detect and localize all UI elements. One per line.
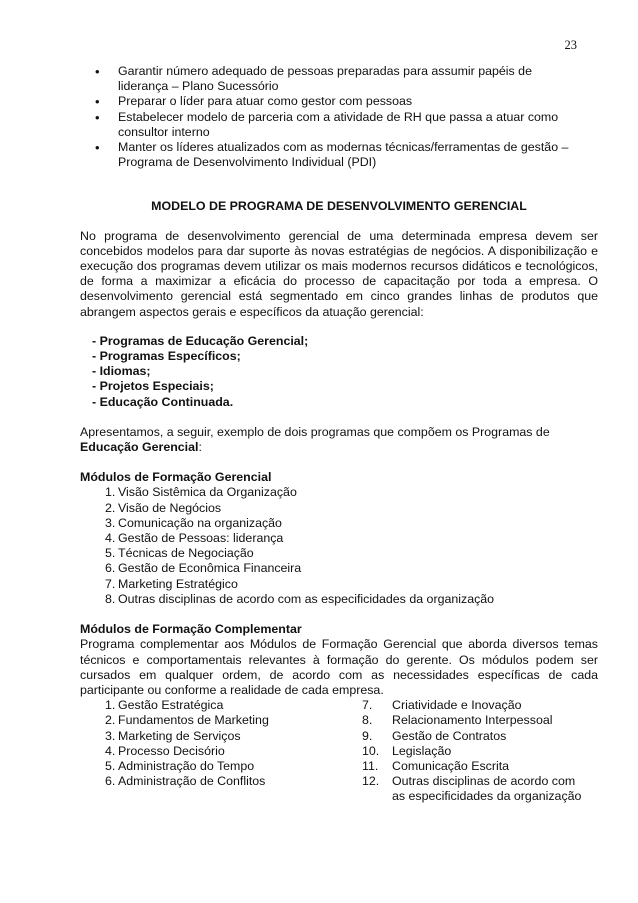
- objectives-list: [80, 64, 598, 170]
- list-item: • Manter os líderes atualizados com as modernas técnicas/ferramentas de gestão – Programa de Desenvolvimento Individual (PDI): [95, 140, 569, 170]
- list-item: 1. Gestão Estratégica: [105, 698, 224, 713]
- complementar-title: Módulos de Formação Complementar: [80, 622, 302, 637]
- list-item: 4. Gestão de Pessoas: liderança: [105, 531, 284, 546]
- page-number: 23: [564, 38, 577, 52]
- list-item: 11. Comunicação Escrita: [362, 758, 510, 773]
- section-heading: MODELO DE PROGRAMA DE DESENVOLVIMENTO GERENCIAL: [151, 199, 527, 214]
- list-item: - Programas Específicos;: [92, 349, 241, 364]
- list-item: 8. Outras disciplinas de acordo com as especificidades da organização: [105, 591, 495, 606]
- list-item: 5. Administração do Tempo: [105, 758, 255, 773]
- page-content: [80, 64, 598, 804]
- list-item: 3. Marketing de Serviços: [105, 728, 241, 743]
- list-item: 10. Legislação: [362, 743, 452, 758]
- bullet-icon: •: [95, 109, 100, 125]
- list-item: - Idiomas;: [92, 364, 151, 379]
- gerencial-modules-list: [80, 485, 598, 607]
- list-item: 1. Visão Sistêmica da Organização: [105, 485, 297, 500]
- list-item: • Estabelecer modelo de parceria com a atividade de RH que passa a atuar como consultor interno: [95, 109, 559, 139]
- list-item: - Projetos Especiais;: [92, 379, 214, 394]
- list-item: 7. Marketing Estratégico: [105, 576, 238, 591]
- list-item: - Educação Continuada.: [92, 394, 234, 409]
- complementar-list-right: [362, 698, 602, 804]
- list-item: 4. Processo Decisório: [105, 743, 225, 758]
- list-item: 12. Outras disciplinas de acordo com as especificidades da organização: [362, 774, 582, 804]
- list-item: 9. Gestão de Contratos: [362, 728, 507, 743]
- list-item: 2. Fundamentos de Marketing: [105, 713, 269, 728]
- list-item: - Programas de Educação Gerencial;: [92, 333, 309, 348]
- list-item: 8. Relacionamento Interpessoal: [362, 713, 553, 728]
- complementar-modules: [80, 698, 598, 804]
- gerencial-title: Módulos de Formação Gerencial: [80, 470, 272, 485]
- intro-paragraph: Apresentamos, a seguir, exemplo de dois programas que compõem os Programas de Educação Gerencial:: [80, 424, 550, 455]
- list-item: • Preparar o líder para atuar como gestor com pessoas: [95, 94, 413, 110]
- list-item: 3. Comunicação na organização: [105, 515, 282, 530]
- list-item: 6. Gestão de Econômica Financeira: [105, 561, 302, 576]
- complementar-description: Programa complementar aos Módulos de Formação Gerencial que aborda diversos temas técnicos e comportamentais relevantes à formação do gerente. Os módulos podem ser cursados em qualquer ordem, de acordo com as necessidades específicas de cada participante ou conforme a realidade de cada empresa.: [80, 637, 598, 697]
- list-item: 6. Administração de Conflitos: [105, 774, 266, 789]
- body-paragraph: No programa de desenvolvimento gerencial de uma determinada empresa devem ser concebidos modelos para dar suporte às novas estratégias de negócios. A disponibilização e execução dos programas devem utilizar os mais modernos recursos didáticos e tecnológicos, de forma a maximizar a eficácia do processo de capacitação por toda a empresa. O desenvolvimento gerencial está segmentado em cinco grandes linhas de produtos que abrangem aspectos gerais e específicos da atuação gerencial:: [80, 228, 598, 319]
- list-item: 7. Criatividade e Inovação: [362, 698, 522, 713]
- list-item: 2. Visão de Negócios: [105, 500, 222, 515]
- complementar-list-left: [80, 698, 360, 789]
- bullet-icon: •: [95, 140, 100, 156]
- list-item: • Garantir número adequado de pessoas preparadas para assumir papéis de liderança – Plano Sucessório: [95, 64, 532, 94]
- list-item: 5. Técnicas de Negociação: [105, 546, 254, 561]
- bullet-icon: •: [95, 94, 100, 110]
- bullet-icon: •: [95, 64, 100, 79]
- programs-list: [80, 334, 598, 410]
